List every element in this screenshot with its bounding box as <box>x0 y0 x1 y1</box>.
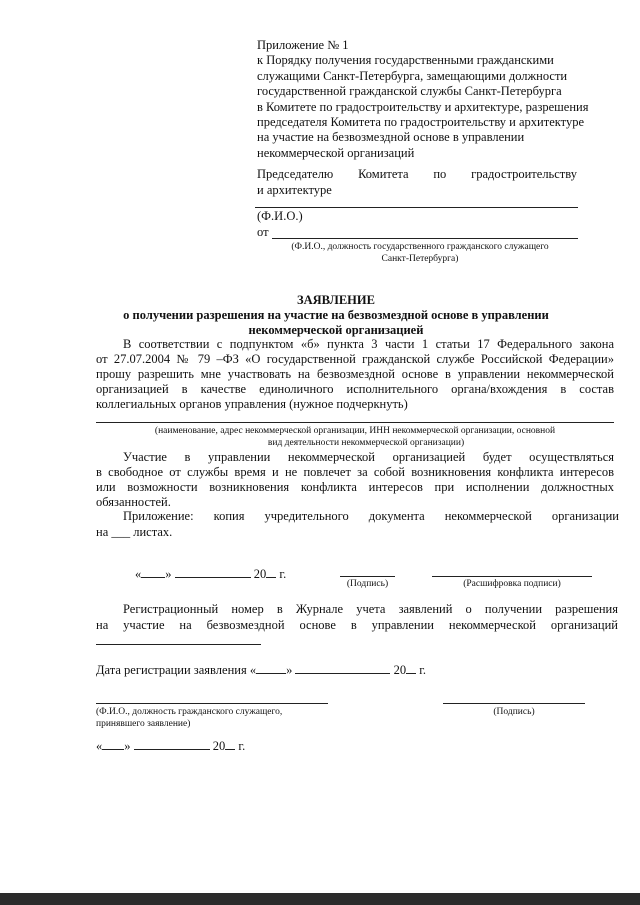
receiver-signature-caption: (Подпись) <box>493 707 535 717</box>
date-open-quote: « <box>135 567 142 581</box>
registration-line-1: Регистрационный номер в Журнале учета заявлений о получении разрешения <box>123 602 618 616</box>
para1-line: организацией в качестве единоличного исполнительного органа/вхождения в состав <box>96 382 614 396</box>
appendix-block <box>257 38 617 161</box>
rcv-year-suffix: г. <box>238 739 246 753</box>
reg-day-blank <box>256 673 286 674</box>
document-subtitle-2: некоммерческой организацией <box>248 323 424 337</box>
attachment-line: Приложение: копия учредительного документа некоммерческой организации <box>123 509 619 523</box>
from-line <box>272 238 578 239</box>
appendix-line: государственной гражданской службы Санкт-Петербурга <box>257 84 562 99</box>
receiver-fio-line <box>96 703 328 704</box>
fio-label: (Ф.И.О.) <box>257 209 303 223</box>
year-prefix: 20 <box>253 567 267 581</box>
receiver-signature-line <box>443 703 585 704</box>
addressee-fio-line <box>255 207 578 208</box>
receiver-date <box>96 739 245 754</box>
document-heading: ЗАЯВЛЕНИЕ <box>297 293 375 307</box>
appendix-line: служащими Санкт-Петербурга, замещающими должности <box>257 68 568 83</box>
appendix-line: председателя Комитета по градостроительству и архитектуре <box>257 115 584 130</box>
appendix-title: Приложение № 1 <box>257 38 349 52</box>
signature-date <box>135 567 286 582</box>
reg-date-close-quote: » <box>286 663 293 677</box>
registration-date-label: Дата регистрации заявления « <box>96 663 257 677</box>
org-caption-1: (наименование, адрес некоммерческой организации, ИНН некоммерческой организации, основной <box>154 426 556 436</box>
para2-last-line: обязанностей. <box>96 495 171 509</box>
signature-caption: (Подпись) <box>346 579 389 589</box>
receiver-fio-caption-1: (Ф.И.О., должность гражданского служащего, <box>96 707 283 717</box>
month-blank <box>175 577 251 578</box>
date-close-quote: » <box>165 567 172 581</box>
appendix-line: в Комитете по градостроительству и архитектуре, разрешения <box>257 99 589 114</box>
para1-line: от 27.07.2004 № 79 –ФЗ «О государственной гражданской службе Российской Федерации» <box>96 352 614 366</box>
org-info-line <box>96 422 614 423</box>
appendix-line: на участие на безвозмездной основе в управлении <box>257 130 525 145</box>
addressee-line-1: Председателю Комитета по градостроительству <box>257 167 577 181</box>
rcv-year-blank <box>225 749 235 750</box>
rcv-month-blank <box>134 749 210 750</box>
decoding-caption: (Расшифровка подписи) <box>463 579 561 589</box>
para1-line: прошу разрешить мне участвовать на безвозмездной основе в управлении некоммерческой <box>96 367 614 381</box>
year-blank <box>266 577 276 578</box>
year-suffix: г. <box>279 567 287 581</box>
rcv-day-blank <box>102 749 124 750</box>
registration-line-2: на участие на безвозмездной основе в управлении некоммерческой организаций <box>96 618 618 632</box>
reg-month-blank <box>295 673 390 674</box>
para2-line: в свободное от службы время и не повлечет за собой возникновения конфликта интересов <box>96 465 614 479</box>
reg-year-blank <box>406 673 416 674</box>
para1-last-line: коллегиальных органов управления (нужное подчеркнуть) <box>96 397 408 411</box>
signature-line <box>340 576 395 577</box>
receiver-fio-caption-2: принявшего заявление) <box>96 719 191 729</box>
document-subtitle-1: о получении разрешения на участие на безвозмездной основе в управлении <box>123 308 549 322</box>
rcv-year-prefix: 20 <box>212 739 226 753</box>
from-caption-1: (Ф.И.О., должность государственного гражданского служащего <box>291 242 549 252</box>
from-label: от <box>257 225 269 239</box>
para2-line: Участие в управлении некоммерческой организацией будет осуществляться <box>123 450 614 464</box>
para2-line: или возможности возникновения конфликта интересов при исполнении должностных <box>96 480 614 494</box>
reg-year-suffix: г. <box>419 663 427 677</box>
scan-edge-bar <box>0 893 640 905</box>
rcv-date-open-quote: « <box>96 739 103 753</box>
attachment-pages: на ___ листах. <box>96 525 173 539</box>
day-blank <box>141 577 165 578</box>
registration-number-line <box>96 644 261 645</box>
reg-year-prefix: 20 <box>393 663 407 677</box>
registration-date <box>96 663 426 678</box>
rcv-date-close-quote: » <box>124 739 131 753</box>
addressee-line-2: и архитектуре <box>257 183 332 197</box>
decoding-line <box>432 576 592 577</box>
appendix-line: некоммерческой организаций <box>257 145 415 160</box>
appendix-line: к Порядку получения государственными гражданскими <box>257 53 554 68</box>
org-caption-2: вид деятельности некоммерческой организации) <box>267 438 465 448</box>
from-caption-2: Санкт-Петербурга) <box>381 254 459 264</box>
para1-line: В соответствии с подпунктом «б» пункта 3 части 1 статьи 17 Федерального закона <box>123 337 614 351</box>
